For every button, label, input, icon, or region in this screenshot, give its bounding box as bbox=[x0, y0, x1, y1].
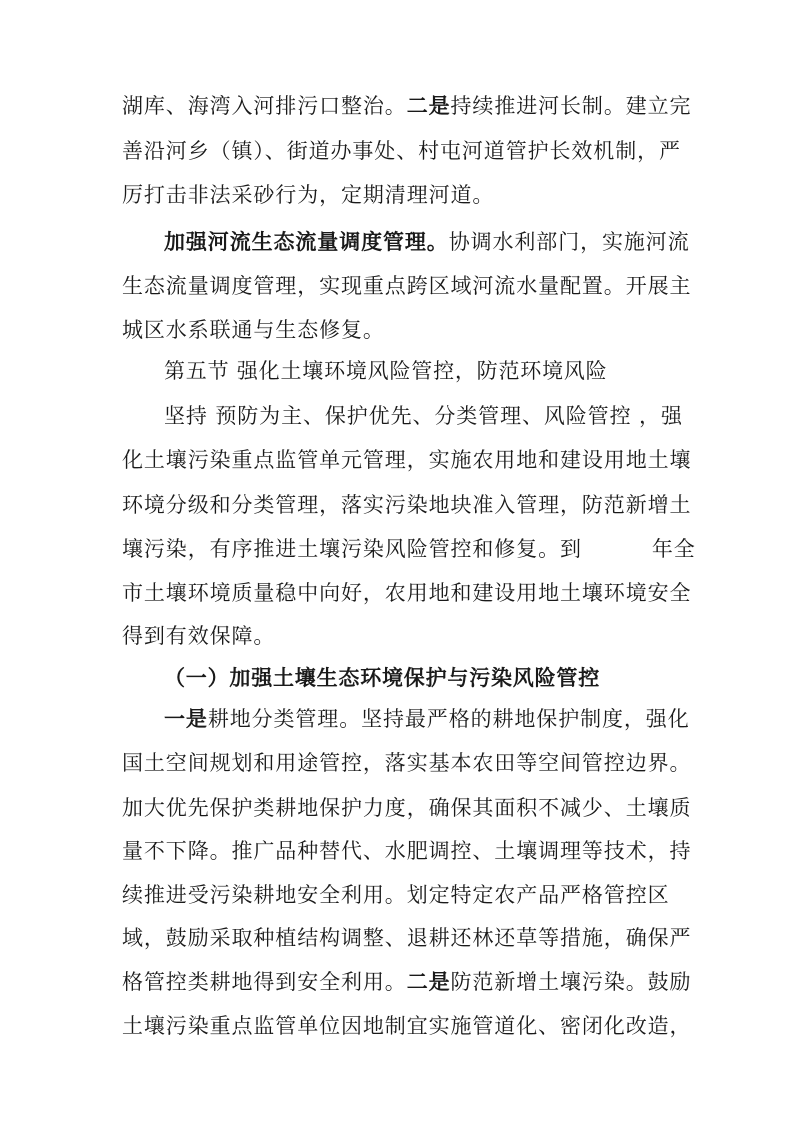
subsection-title: （一）加强土壤生态环境保护与污染风险管控 bbox=[164, 666, 600, 690]
paragraph-3-line-4 bbox=[122, 529, 696, 569]
bold-heading-text: 加强河流生态流量调度管理。 bbox=[164, 230, 449, 254]
paragraph-1-line-3: 厉打击非法采砂行为，定期清理河道。 bbox=[122, 183, 495, 207]
paragraph-4-line-1 bbox=[164, 699, 690, 739]
paragraph-2-line-1 bbox=[164, 222, 690, 262]
paragraph-3-line-5: 市土壤环境质量稳中向好，农用地和建设用地土壤环境安全 bbox=[122, 581, 692, 605]
text-run: 湖库、海湾入河排污口整治。 bbox=[122, 94, 407, 118]
section-title: 第五节 强化土壤环境风险管控，防范环境风险 bbox=[164, 359, 608, 383]
bold-lead-text: 一是 bbox=[164, 707, 208, 731]
paragraph-4-line-5: 续推进受污染耕地安全利用。划定特定农产品严格管控区 bbox=[122, 883, 670, 907]
paragraph-1-line-2: 善沿河乡（镇）、街道办事处、村屯河道管护长效机制，严 bbox=[122, 139, 681, 163]
paragraph-4-line-7 bbox=[122, 962, 692, 1002]
paragraph-2-line-2: 生态流量调度管理，实现重点跨区域河流水量配置。开展主 bbox=[122, 274, 692, 298]
text-run: 持续推进河长制。建立完 bbox=[450, 94, 692, 118]
paragraph-3-line-1: 坚持 预防为主、保护优先、分类管理、风险管控 ，强 bbox=[164, 404, 683, 428]
paragraph-4-line-4: 量不下降。推广品种替代、水肥调控、土壤调理等技术，持 bbox=[122, 839, 692, 863]
paragraph-1-line-1 bbox=[122, 86, 692, 126]
paragraph-3-line-3: 环境分级和分类管理，落实污染地块准入管理，防范新增土 bbox=[122, 493, 692, 517]
paragraph-3-line-6: 得到有效保障。 bbox=[122, 624, 276, 648]
text-run: 壤污染，有序推进土壤污染风险管控和修复。到 bbox=[122, 537, 582, 561]
paragraph-2-line-3: 城区水系联通与生态修复。 bbox=[122, 318, 385, 342]
paragraph-4-line-6: 域，鼓励采取种植结构调整、退耕还林还草等措施，确保严 bbox=[122, 926, 692, 950]
paragraph-4-line-8: 土壤污染重点监管单位因地制宜实施管道化、密闭化改造， bbox=[122, 1014, 692, 1038]
text-run: 防范新增土壤污染。鼓励 bbox=[450, 970, 692, 994]
text-run: 耕地分类管理。坚持最严格的耕地保护制度，强化 bbox=[207, 707, 690, 731]
bold-lead-text: 二是 bbox=[406, 970, 451, 994]
text-run: 年全 bbox=[651, 537, 696, 561]
paragraph-4-line-2: 国土空间规划和用途管控，落实基本农田等空间管控边界。 bbox=[122, 751, 692, 775]
bold-lead-text: 二是 bbox=[406, 94, 451, 118]
text-run: 格管控类耕地得到安全利用。 bbox=[122, 970, 407, 994]
text-run: 协调水利部门，实施河流 bbox=[448, 230, 690, 254]
paragraph-3-line-2: 化土壤污染重点监管单元管理，实施农用地和建设用地土壤 bbox=[122, 448, 692, 472]
paragraph-4-line-3: 加大优先保护类耕地保护力度，确保其面积不减少、土壤质 bbox=[122, 796, 692, 820]
